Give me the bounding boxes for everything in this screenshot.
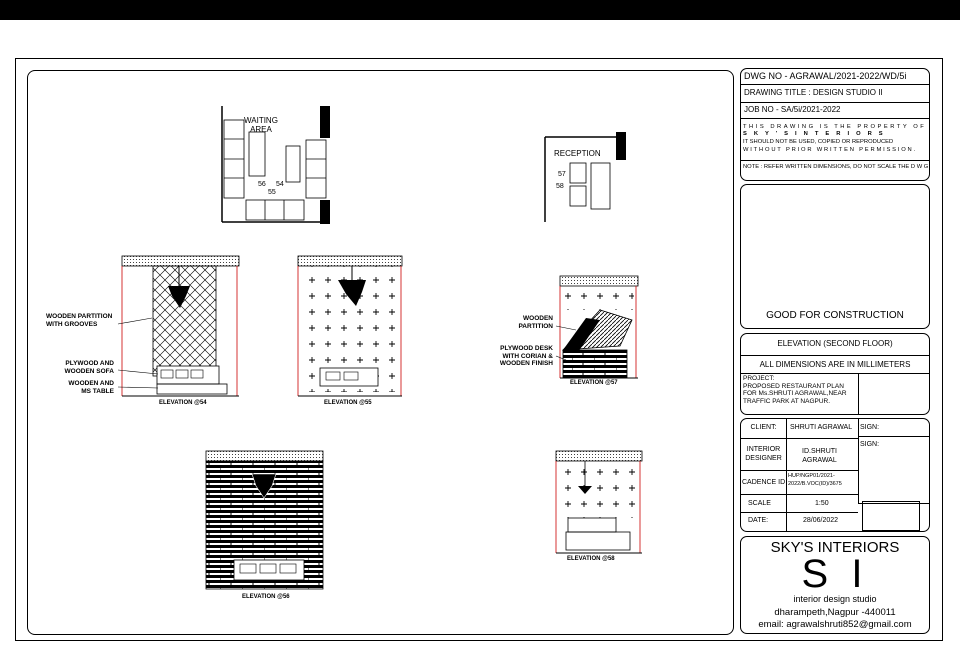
client-value: SHRUTI AGRAWAL xyxy=(790,424,853,431)
elevation-57-drawing xyxy=(556,276,638,378)
approval-box xyxy=(740,184,930,329)
property-line-2: S K Y ' S I N T E R I O R S xyxy=(743,131,886,137)
tag-54: 54 xyxy=(276,181,284,188)
caption-elevation-55: ELEVATION @55 xyxy=(324,400,372,406)
reception-label: RECEPTION xyxy=(554,149,601,158)
cadence-value: HUP/NGP01/2021- 2022/B.VOC(ID)/3675 xyxy=(788,473,842,487)
label-wooden-partition: WOODEN PARTITION xyxy=(518,315,553,330)
firm-logo: S I xyxy=(801,552,869,596)
sign-label-1: SIGN: xyxy=(860,424,880,431)
tag-58: 58 xyxy=(556,183,564,190)
label-sofa: PLYWOOD AND WOODEN SOFA xyxy=(64,360,114,375)
property-line-4: WITHOUT PRIOR WRITTEN PERMISSION. xyxy=(743,147,917,153)
good-for-construction: GOOD FOR CONSTRUCTION xyxy=(766,310,904,321)
dwg-no: DWG NO - AGRAWAL/2021-2022/WD/5i xyxy=(744,71,907,81)
caption-elevation-56: ELEVATION @56 xyxy=(242,594,290,600)
elevation-55-drawing xyxy=(298,256,402,396)
elevation-58-drawing xyxy=(556,451,642,553)
project-info: PROJECT: PROPOSED RESTAURANT PLAN FOR Ms.SHRUTI AGRAWAL,NEAR TRAFFIC PARK AT NAGPUR. xyxy=(743,375,847,405)
firm-tagline: interior design studio xyxy=(793,594,877,604)
job-no: JOB NO - SA/5i/2021-2022 xyxy=(744,105,841,114)
label-desk: PLYWOOD DESK WITH CORIAN & WOODEN FINISH xyxy=(499,345,553,367)
tag-56: 56 xyxy=(258,181,266,188)
drawing-title: DRAWING TITLE : DESIGN STUDIO II xyxy=(744,88,883,97)
sign-label-2: SIGN: xyxy=(860,441,880,448)
date-label: DATE: xyxy=(748,517,769,524)
firm-name: SKY'S INTERIORS xyxy=(770,539,900,556)
date-value: 28/06/2022 xyxy=(803,517,839,524)
scale-label: SCALE xyxy=(748,500,771,507)
label-table: WOODEN AND MS TABLE xyxy=(68,380,114,395)
designer-value: ID.SHRUTI AGRAWAL xyxy=(802,448,837,464)
caption-elevation-57: ELEVATION @57 xyxy=(570,380,618,386)
elevation-54-drawing xyxy=(118,256,239,396)
caption-elevation-54: ELEVATION @54 xyxy=(159,400,207,406)
tag-57: 57 xyxy=(558,171,566,178)
property-line-1: THIS DRAWING IS THE PROPERTY OF xyxy=(743,124,927,130)
dimensions-note: ALL DIMENSIONS ARE IN MILLIMETERS xyxy=(759,360,911,369)
label-partition-grooves: WOODEN PARTITION WITH GROOVES xyxy=(46,313,113,328)
cadence-label: CADENCE ID xyxy=(742,479,786,486)
sheet-title: ELEVATION (SECOND FLOOR) xyxy=(777,339,893,348)
caption-elevation-58: ELEVATION @58 xyxy=(567,556,615,562)
firm-address: dharampeth,Nagpur -440011 xyxy=(774,607,896,618)
client-label: CLIENT: xyxy=(750,424,777,431)
firm-email: email: agrawalshruti852@gmail.com xyxy=(758,619,912,630)
scale-value: 1:50 xyxy=(815,500,829,507)
tag-55: 55 xyxy=(268,189,276,196)
property-line-3: IT SHOULD NOT BE USED, COPIED OR REPRODUCED xyxy=(743,139,894,145)
elevation-56-drawing xyxy=(206,451,323,589)
designer-label: INTERIOR DESIGNER xyxy=(745,446,782,462)
note: NOTE : REFER WRITTEN DIMENSIONS, DO NOT SCALE THE D W G xyxy=(743,164,929,170)
waiting-area-label: WAITING AREA xyxy=(244,116,278,134)
stamp-box xyxy=(862,501,920,531)
